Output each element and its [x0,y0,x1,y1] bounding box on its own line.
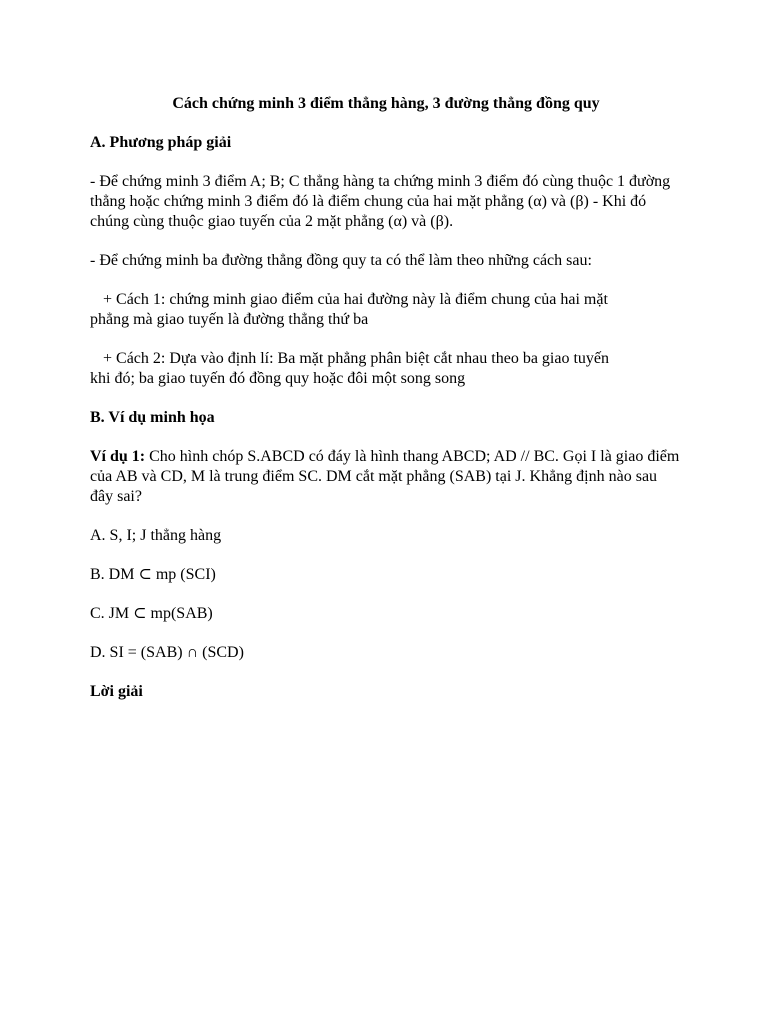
option-a: A. S, I; J thẳng hàng [90,527,222,544]
method-paragraph-collinear: - Để chứng minh 3 điểm A; B; C thẳng hàng ta chứng minh 3 điểm đó cùng thuộc 1 đường thẳng hoặc chứng minh 3 điểm đó là điểm chung của hai mặt phẳng (α) và (β) - Khi đó chúng cùng thuộc giao tuyến của 2 mặt phẳng (α) và (β). [90,173,671,230]
method-1-paragraph [90,290,682,330]
section-b-heading: B. Ví dụ minh họa [90,409,215,426]
document-page [90,94,682,721]
example-1-paragraph [90,447,682,507]
option-b: B. DM ⊂ mp (SCI) [90,566,216,583]
method-1-lead: + Cách 1: chứng minh giao điểm của hai đường này là điểm chung của hai mặt [103,291,608,308]
example-1-text: Cho hình chóp S.ABCD có đáy là hình thang ABCD; AD // BC. Gọi I là giao điểm của AB và CD, M là trung điểm SC. DM cắt mặt phẳng (SAB) tại J. Khẳng định nào sau đây sai? [90,448,680,505]
solution-heading: Lời giải [90,683,143,700]
method-2-rest: khi đó; ba giao tuyến đó đồng quy hoặc đôi một song song [90,370,466,387]
example-1-label: Ví dụ 1: [90,448,146,465]
section-a-heading: A. Phương pháp giải [90,134,232,151]
method-2-paragraph [90,349,682,389]
method-paragraph-concurrent: - Để chứng minh ba đường thẳng đồng quy ta có thể làm theo những cách sau: [90,252,592,269]
option-c: C. JM ⊂ mp(SAB) [90,605,213,622]
option-d: D. SI = (SAB) ∩ (SCD) [90,644,244,661]
method-2-lead: + Cách 2: Dựa vào định lí: Ba mặt phẳng phân biệt cắt nhau theo ba giao tuyến [103,350,610,367]
method-1-rest: phẳng mà giao tuyến là đường thẳng thứ ba [90,311,369,328]
document-title: Cách chứng minh 3 điểm thẳng hàng, 3 đường thẳng đồng quy [172,95,600,112]
